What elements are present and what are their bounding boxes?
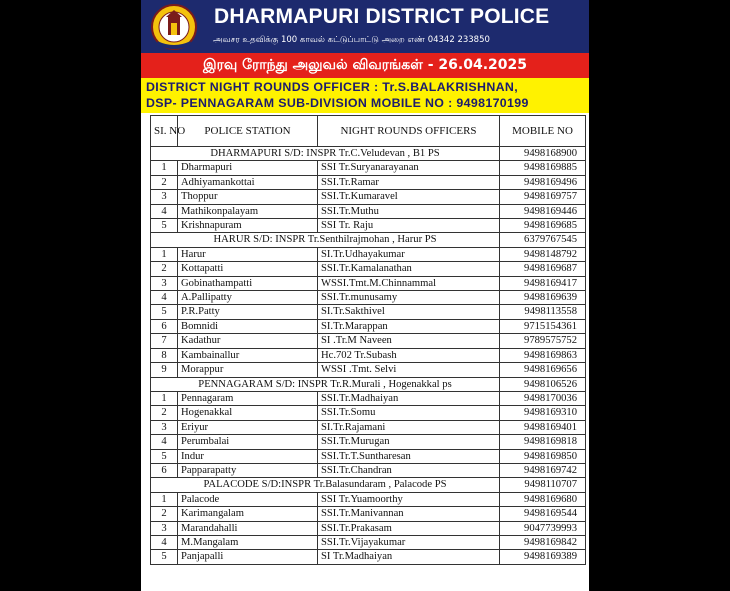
sl-no-cell: 6 xyxy=(151,319,178,333)
mobile-cell: 9715154361 xyxy=(500,319,586,333)
sl-no-cell: 6 xyxy=(151,463,178,477)
table-row xyxy=(151,420,586,434)
table-row xyxy=(151,291,586,305)
sl-no-cell: 1 xyxy=(151,492,178,506)
emergency-contact-line: அவசர உதவிக்கு 100 காவல் கட்டுப்பாட்டு அறை எண் 04342 233850 xyxy=(213,35,490,45)
night-rounds-date-banner: இரவு ரோந்து அலுவல் விவரங்கள் - 26.04.2025 xyxy=(141,53,589,78)
police-station-cell: Thoppur xyxy=(178,190,318,204)
table-row xyxy=(151,550,586,564)
subdivision-row xyxy=(151,478,586,492)
mobile-cell: 9498169656 xyxy=(500,363,586,377)
sl-no-cell: 8 xyxy=(151,348,178,362)
officer-cell: SSI.Tr.Prakasam xyxy=(318,521,500,535)
police-station-cell: Mathikonpalayam xyxy=(178,204,318,218)
officer-cell: SSI Tr.Yuamoorthy xyxy=(318,492,500,506)
table-row xyxy=(151,521,586,535)
mobile-cell: 9498169685 xyxy=(500,219,586,233)
district-officer-mobile-line: DSP- PENNAGARAM SUB-DIVISION MOBILE NO : 9498170199 xyxy=(146,96,529,110)
officer-cell: SSI.Tr.Murugan xyxy=(318,435,500,449)
officer-cell: SSI.Tr.Chandran xyxy=(318,463,500,477)
police-station-cell: P.R.Patty xyxy=(178,305,318,319)
police-station-cell: Perumbalai xyxy=(178,435,318,449)
mobile-cell: 9498169850 xyxy=(500,449,586,463)
mobile-cell: 9498169842 xyxy=(500,535,586,549)
sl-no-cell: 3 xyxy=(151,276,178,290)
page-title: DHARMAPURI DISTRICT POLICE xyxy=(214,5,550,28)
officer-cell: SSI Tr. Raju xyxy=(318,219,500,233)
table-row xyxy=(151,276,586,290)
officer-cell: SSI.Tr.Madhaiyan xyxy=(318,391,500,405)
table-row xyxy=(151,319,586,333)
mobile-cell: 9498169310 xyxy=(500,406,586,420)
table-row xyxy=(151,247,586,261)
sl-no-cell: 3 xyxy=(151,521,178,535)
police-station-cell: Kottapatti xyxy=(178,262,318,276)
police-station-cell: A.Pallipatty xyxy=(178,291,318,305)
sl-no-cell: 1 xyxy=(151,161,178,175)
table-row xyxy=(151,535,586,549)
officer-cell: SI.Tr.Udhayakumar xyxy=(318,247,500,261)
subdivision-mobile: 9498168900 xyxy=(500,147,586,161)
officer-cell: SI Tr.Madhaiyan xyxy=(318,550,500,564)
subdivision-mobile: 9498110707 xyxy=(500,478,586,492)
officer-cell: SSI.Tr.T.Suntharesan xyxy=(318,449,500,463)
table-header-row xyxy=(151,116,586,147)
police-station-cell: Bomnidi xyxy=(178,319,318,333)
mobile-cell: 9789575752 xyxy=(500,334,586,348)
sl-no-cell: 9 xyxy=(151,363,178,377)
mobile-cell: 9498169818 xyxy=(500,435,586,449)
officer-cell: SI.Tr.Rajamani xyxy=(318,420,500,434)
sl-no-cell: 2 xyxy=(151,262,178,276)
sl-no-cell: 5 xyxy=(151,305,178,319)
mobile-cell: 9498113558 xyxy=(500,305,586,319)
mobile-cell: 9498169885 xyxy=(500,161,586,175)
police-station-cell: Papparapatty xyxy=(178,463,318,477)
mobile-cell: 9498169687 xyxy=(500,262,586,276)
header-mobile-no: MOBILE NO xyxy=(500,116,586,147)
police-station-cell: Hogenakkal xyxy=(178,406,318,420)
officer-cell: SSI.Tr.munusamy xyxy=(318,291,500,305)
sl-no-cell: 2 xyxy=(151,507,178,521)
sl-no-cell: 4 xyxy=(151,435,178,449)
district-officer-box xyxy=(141,78,589,113)
header-night-rounds-officers: NIGHT ROUNDS OFFICERS xyxy=(318,116,500,147)
mobile-cell: 9498169544 xyxy=(500,507,586,521)
table-row xyxy=(151,449,586,463)
mobile-cell: 9498169863 xyxy=(500,348,586,362)
subdivision-title: DHARMAPURI S/D: INSPR Tr.C.Veludevan , B1 PS xyxy=(151,147,500,161)
mobile-cell: 9498169742 xyxy=(500,463,586,477)
sl-no-cell: 1 xyxy=(151,391,178,405)
mobile-cell: 9498169639 xyxy=(500,291,586,305)
table-body xyxy=(151,147,586,565)
mobile-cell: 9498170036 xyxy=(500,391,586,405)
officer-cell: SSI.Tr.Muthu xyxy=(318,204,500,218)
officer-cell: WSSI .Tmt. Selvi xyxy=(318,363,500,377)
header-bar xyxy=(141,0,589,53)
mobile-cell: 9498169401 xyxy=(500,420,586,434)
officer-cell: SSI.Tr.Manivannan xyxy=(318,507,500,521)
mobile-cell: 9498169496 xyxy=(500,175,586,189)
police-station-cell: Dharmapuri xyxy=(178,161,318,175)
officer-cell: SSI.Tr.Kumaravel xyxy=(318,190,500,204)
subdivision-row xyxy=(151,147,586,161)
table-row xyxy=(151,363,586,377)
police-station-cell: Harur xyxy=(178,247,318,261)
officer-cell: SSI.Tr.Ramar xyxy=(318,175,500,189)
officer-cell: SSI Tr.Suryanarayanan xyxy=(318,161,500,175)
table-row xyxy=(151,204,586,218)
subdivision-title: HARUR S/D: INSPR Tr.Senthilrajmohan , Harur PS xyxy=(151,233,500,247)
mobile-cell: 9498169446 xyxy=(500,204,586,218)
police-station-cell: Marandahalli xyxy=(178,521,318,535)
police-station-cell: Morappur xyxy=(178,363,318,377)
mobile-cell: 9047739993 xyxy=(500,521,586,535)
night-rounds-table xyxy=(150,115,586,565)
table-row xyxy=(151,463,586,477)
tamil-nadu-police-emblem-icon xyxy=(149,3,199,51)
sl-no-cell: 3 xyxy=(151,190,178,204)
table-row xyxy=(151,391,586,405)
sl-no-cell: 1 xyxy=(151,247,178,261)
table-row xyxy=(151,492,586,506)
mobile-cell: 9498169680 xyxy=(500,492,586,506)
police-station-cell: Adhiyamankottai xyxy=(178,175,318,189)
subdivision-mobile: 6379767545 xyxy=(500,233,586,247)
table-row xyxy=(151,161,586,175)
sl-no-cell: 5 xyxy=(151,449,178,463)
mobile-cell: 9498169757 xyxy=(500,190,586,204)
mobile-cell: 9498169389 xyxy=(500,550,586,564)
sl-no-cell: 2 xyxy=(151,406,178,420)
police-station-cell: Panjapalli xyxy=(178,550,318,564)
officer-cell: SI.Tr.Sakthivel xyxy=(318,305,500,319)
sl-no-cell: 4 xyxy=(151,204,178,218)
district-officer-line: DISTRICT NIGHT ROUNDS OFFICER : Tr.S.BALAKRISHNAN, xyxy=(146,80,519,94)
subdivision-title: PENNAGARAM S/D: INSPR Tr.R.Murali , Hogenakkal ps xyxy=(151,377,500,391)
police-station-cell: Eriyur xyxy=(178,420,318,434)
header-police-station: POLICE STATION xyxy=(178,116,318,147)
table-row xyxy=(151,348,586,362)
sl-no-cell: 5 xyxy=(151,219,178,233)
police-station-cell: Pennagaram xyxy=(178,391,318,405)
officer-cell: SI.Tr.Marappan xyxy=(318,319,500,333)
sl-no-cell: 4 xyxy=(151,291,178,305)
subdivision-row xyxy=(151,233,586,247)
police-station-cell: Gobinathampatti xyxy=(178,276,318,290)
officer-cell: Hc.702 Tr.Subash xyxy=(318,348,500,362)
table-row xyxy=(151,334,586,348)
table-row xyxy=(151,219,586,233)
police-station-cell: M.Mangalam xyxy=(178,535,318,549)
table-row xyxy=(151,406,586,420)
mobile-cell: 9498169417 xyxy=(500,276,586,290)
sl-no-cell: 2 xyxy=(151,175,178,189)
subdivision-mobile: 9498106526 xyxy=(500,377,586,391)
police-station-cell: Indur xyxy=(178,449,318,463)
table-row xyxy=(151,262,586,276)
night-rounds-document xyxy=(141,0,589,591)
sl-no-cell: 7 xyxy=(151,334,178,348)
officer-cell: WSSI.Tmt.M.Chinnammal xyxy=(318,276,500,290)
police-station-cell: Kadathur xyxy=(178,334,318,348)
table-row xyxy=(151,190,586,204)
officer-cell: SI .Tr.M Naveen xyxy=(318,334,500,348)
sl-no-cell: 4 xyxy=(151,535,178,549)
police-station-cell: Krishnapuram xyxy=(178,219,318,233)
police-station-cell: Karimangalam xyxy=(178,507,318,521)
officer-cell: SSI.Tr.Kamalanathan xyxy=(318,262,500,276)
police-station-cell: Kambainallur xyxy=(178,348,318,362)
sl-no-cell: 3 xyxy=(151,420,178,434)
mobile-cell: 9498148792 xyxy=(500,247,586,261)
subdivision-row xyxy=(151,377,586,391)
officer-cell: SSI.Tr.Vijayakumar xyxy=(318,535,500,549)
subdivision-title: PALACODE S/D:INSPR Tr.Balasundaram , Palacode PS xyxy=(151,478,500,492)
table-row xyxy=(151,175,586,189)
table-row xyxy=(151,305,586,319)
sl-no-cell: 5 xyxy=(151,550,178,564)
table-row xyxy=(151,435,586,449)
table-row xyxy=(151,507,586,521)
police-station-cell: Palacode xyxy=(178,492,318,506)
officer-cell: SSI.Tr.Somu xyxy=(318,406,500,420)
header-sl-no: SI. NO xyxy=(151,116,178,147)
